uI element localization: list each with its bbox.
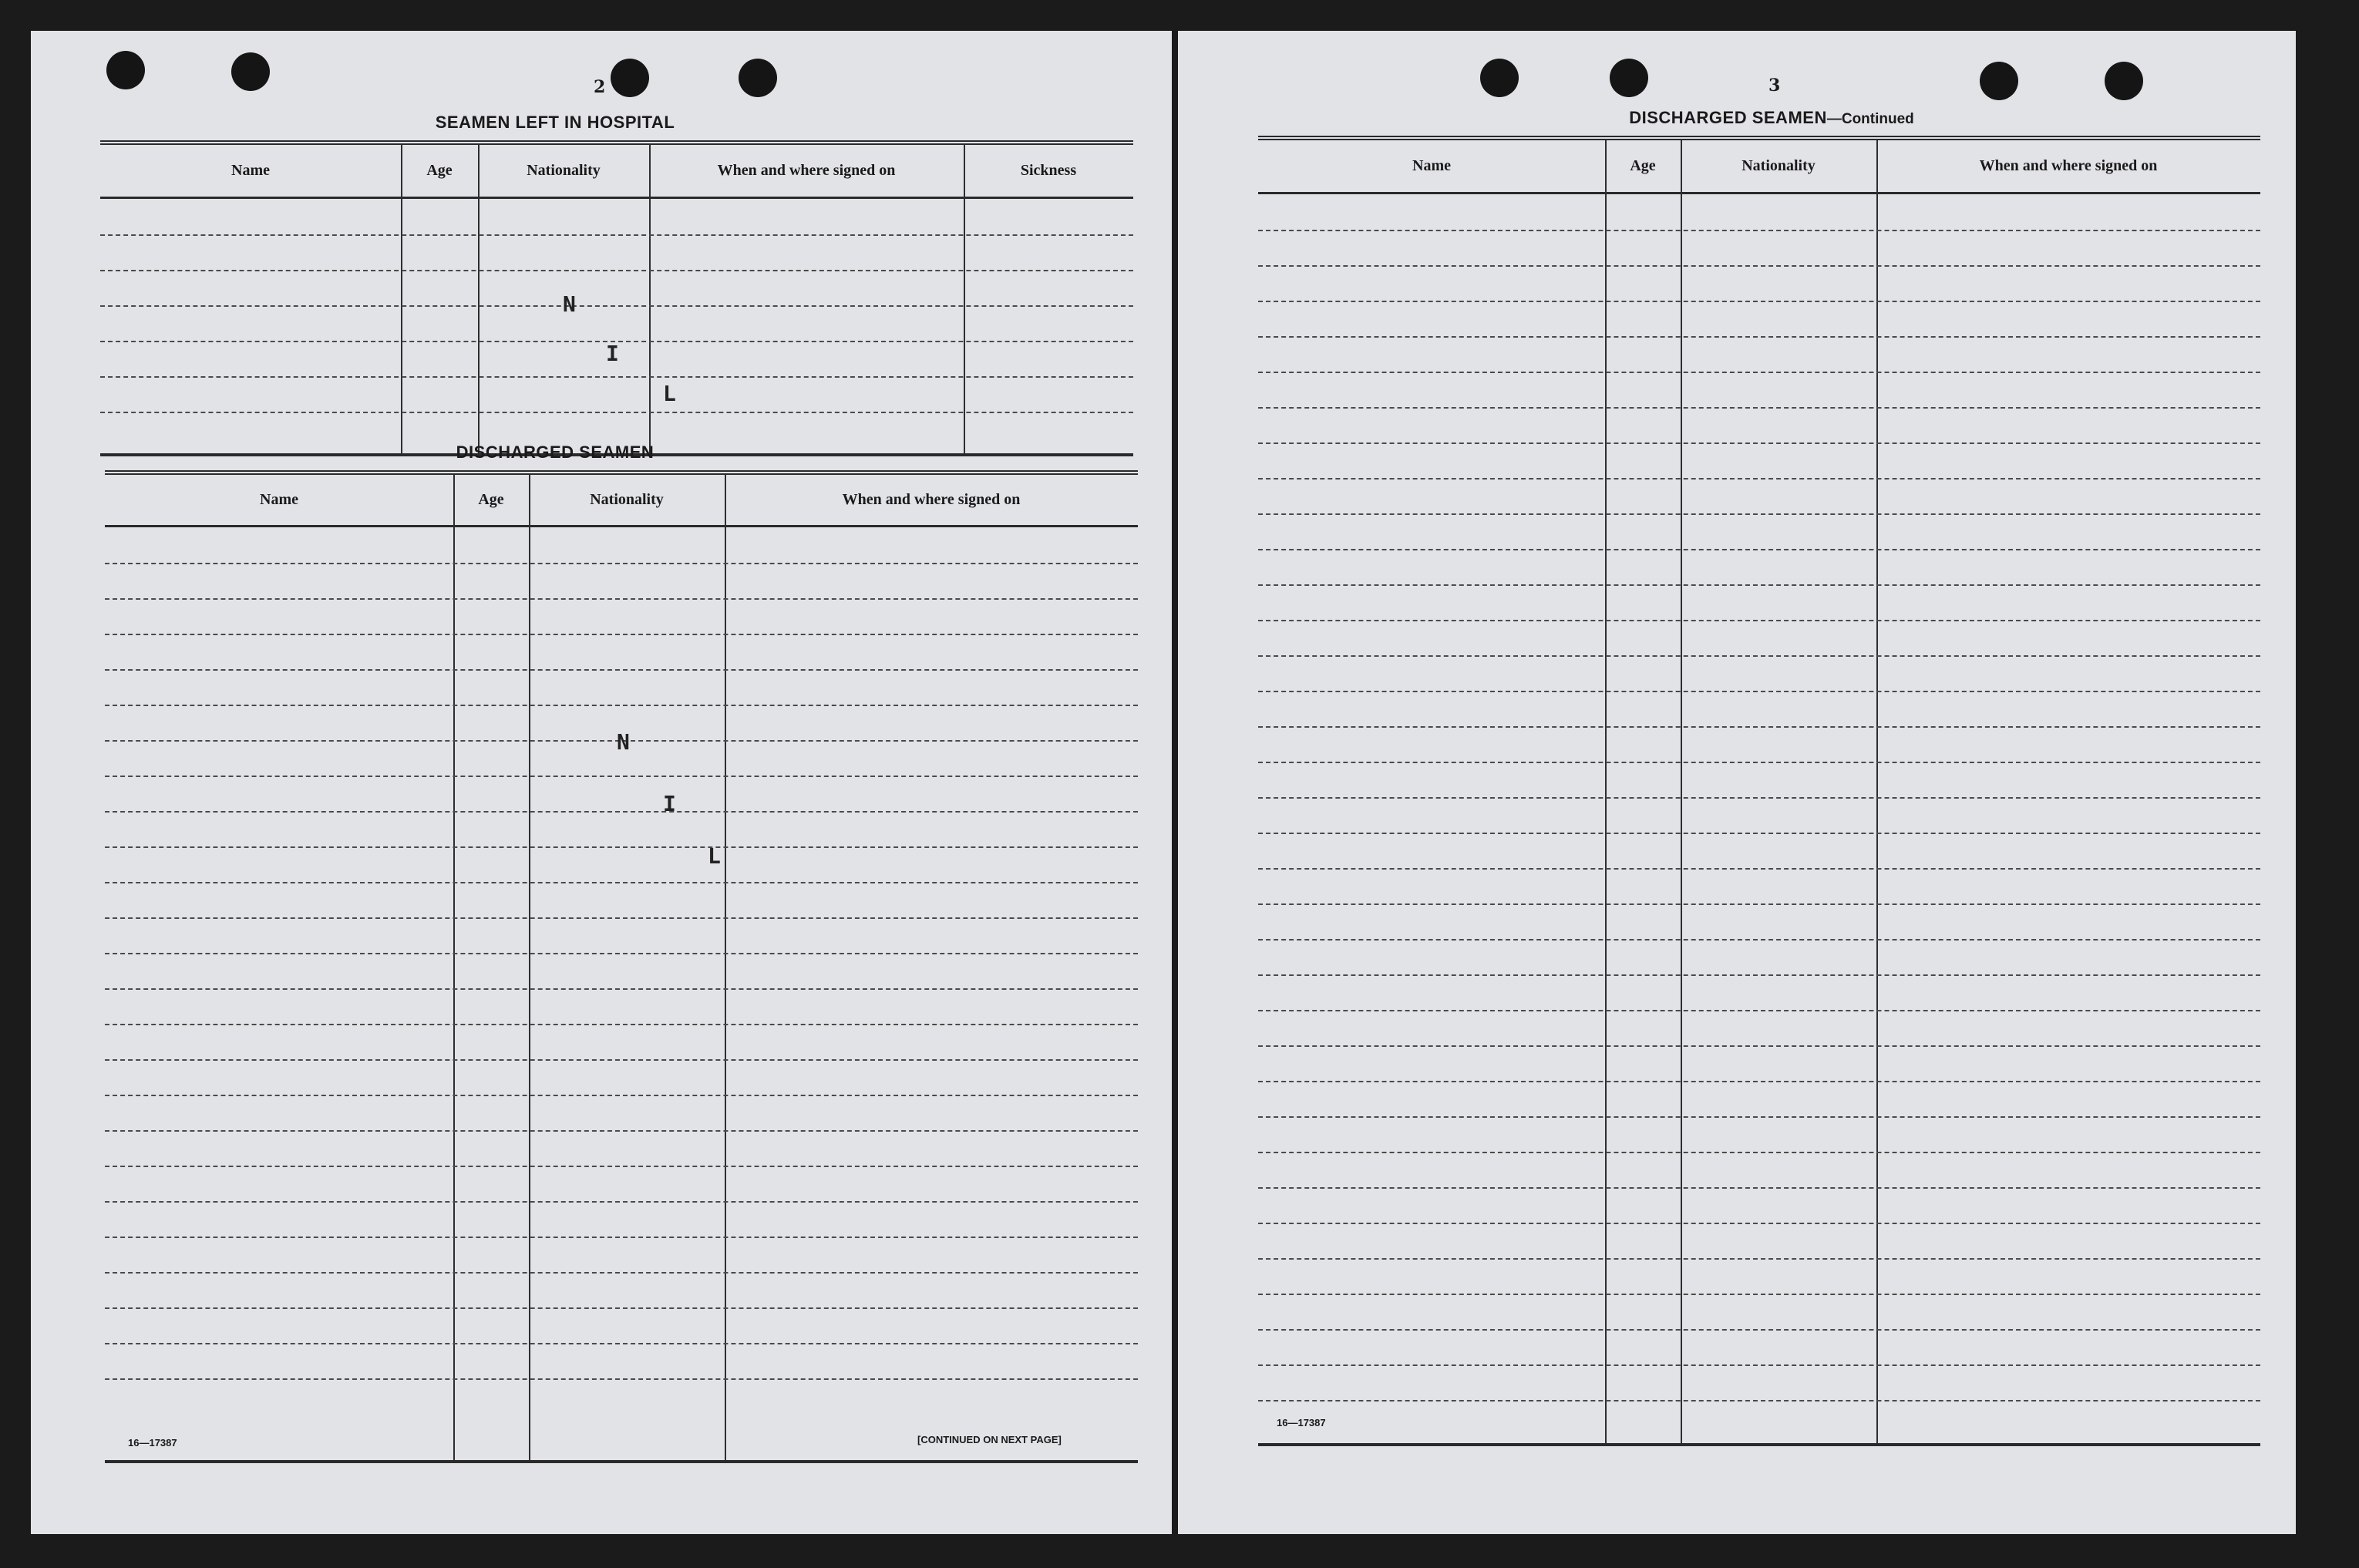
punch-hole <box>611 59 649 97</box>
ruled-line <box>1258 833 2260 834</box>
ruled-line <box>1258 974 2260 976</box>
ruled-line <box>105 1378 1138 1380</box>
ruled-line <box>1258 655 2260 657</box>
ruled-line <box>105 953 1138 954</box>
discharged-section-title: DISCHARGED SEAMEN <box>456 442 655 462</box>
ruled-line <box>1258 1258 2260 1260</box>
ruled-line <box>1258 1329 2260 1331</box>
punch-hole <box>739 59 777 97</box>
punch-hole <box>1980 62 2018 100</box>
ruled-line <box>105 705 1138 706</box>
discharged-continued-table <box>1258 136 2260 1446</box>
ruled-line <box>1258 372 2260 373</box>
ruled-line <box>1258 1364 2260 1366</box>
hospital-table <box>100 140 1133 456</box>
ruled-line <box>1258 301 2260 302</box>
ruled-line <box>1258 336 2260 338</box>
typed-letter: I <box>606 341 619 366</box>
ruled-line <box>105 1059 1138 1061</box>
typed-letter: N <box>617 729 630 755</box>
ruled-line <box>1258 549 2260 550</box>
ruled-line <box>1258 1010 2260 1011</box>
column-header-age: Age <box>478 491 504 508</box>
ruled-line <box>1258 762 2260 763</box>
hospital-section-title: SEAMEN LEFT IN HOSPITAL <box>435 113 675 132</box>
typed-letter: L <box>663 381 676 406</box>
ruled-line <box>1258 513 2260 515</box>
continued-note: [CONTINUED ON NEXT PAGE] <box>917 1434 1062 1445</box>
page-number: 2 <box>594 77 606 97</box>
ruled-line <box>1258 868 2260 870</box>
column-header-name: Name <box>1412 157 1451 174</box>
ruled-line <box>1258 265 2260 267</box>
right-page <box>1178 31 2296 1534</box>
ruled-line <box>1258 903 2260 905</box>
discharged-continued-title <box>1540 108 2003 128</box>
ruled-line <box>105 1307 1138 1309</box>
discharged-table-header <box>105 475 1138 527</box>
ruled-line <box>1258 1081 2260 1082</box>
ruled-line <box>105 1166 1138 1167</box>
column-header-name: Name <box>260 491 298 508</box>
punch-hole <box>2105 62 2143 100</box>
ruled-line <box>1258 230 2260 231</box>
hospital-table-header <box>100 145 1133 199</box>
column-header-sickness: Sickness <box>1020 162 1077 179</box>
ruled-line <box>105 988 1138 990</box>
ruled-line <box>100 270 1133 271</box>
form-number: 16—17387 <box>128 1437 177 1449</box>
ruled-line <box>105 634 1138 635</box>
discharged-table <box>105 470 1138 1463</box>
ruled-line <box>1258 726 2260 728</box>
ruled-line <box>100 412 1133 413</box>
discharged-continued-header <box>1258 140 2260 194</box>
column-header-nationality: Nationality <box>527 162 601 179</box>
punch-hole <box>1610 59 1648 97</box>
ruled-line <box>1258 1045 2260 1047</box>
form-number: 16—17387 <box>1277 1417 1326 1428</box>
punch-hole <box>106 51 145 89</box>
ruled-line <box>1258 407 2260 409</box>
ruled-line <box>105 1201 1138 1203</box>
column-header-name: Name <box>231 162 270 179</box>
ruled-line <box>1258 442 2260 444</box>
ruled-line <box>105 1272 1138 1274</box>
column-header-signed-on: When and where signed on <box>1979 157 2158 174</box>
ruled-line <box>100 305 1133 307</box>
ruled-line <box>100 234 1133 236</box>
column-header-signed-on: When and where signed on <box>717 162 896 179</box>
column-header-age: Age <box>1630 157 1656 174</box>
ruled-line <box>105 846 1138 848</box>
typed-letter: I <box>663 791 676 816</box>
punch-hole <box>231 52 270 91</box>
column-header-nationality: Nationality <box>590 491 664 508</box>
ruled-line <box>105 1130 1138 1132</box>
ruled-line <box>105 598 1138 600</box>
ruled-line <box>105 1237 1138 1238</box>
column-header-nationality: Nationality <box>1741 157 1816 174</box>
ruled-line <box>1258 620 2260 621</box>
ruled-line <box>100 376 1133 378</box>
page-number: 3 <box>1768 76 1781 96</box>
section-title-suffix: —Continued <box>1826 111 1914 127</box>
left-page <box>31 31 1172 1534</box>
ruled-line <box>1258 584 2260 586</box>
ruled-line <box>1258 691 2260 692</box>
ruled-line <box>105 563 1138 564</box>
ruled-line <box>1258 1187 2260 1189</box>
ruled-line <box>105 776 1138 777</box>
ruled-line <box>105 1024 1138 1025</box>
ruled-line <box>1258 1400 2260 1401</box>
ruled-line <box>1258 1223 2260 1224</box>
ruled-line <box>1258 478 2260 479</box>
column-header-signed-on: When and where signed on <box>842 491 1021 508</box>
ruled-line <box>105 882 1138 883</box>
ruled-line <box>1258 1294 2260 1295</box>
ruled-line <box>1258 797 2260 799</box>
section-title-main: DISCHARGED SEAMEN <box>1629 108 1827 127</box>
ruled-line <box>1258 939 2260 940</box>
typed-letter: L <box>708 843 721 869</box>
ruled-line <box>105 811 1138 813</box>
ruled-line <box>105 1343 1138 1344</box>
ruled-line <box>105 917 1138 919</box>
ruled-line <box>1258 1116 2260 1118</box>
ruled-line <box>1258 1152 2260 1153</box>
column-header-age: Age <box>426 162 453 179</box>
ruled-line <box>105 1095 1138 1096</box>
punch-hole <box>1480 59 1519 97</box>
typed-letter: N <box>563 291 576 317</box>
ruled-line <box>105 669 1138 671</box>
